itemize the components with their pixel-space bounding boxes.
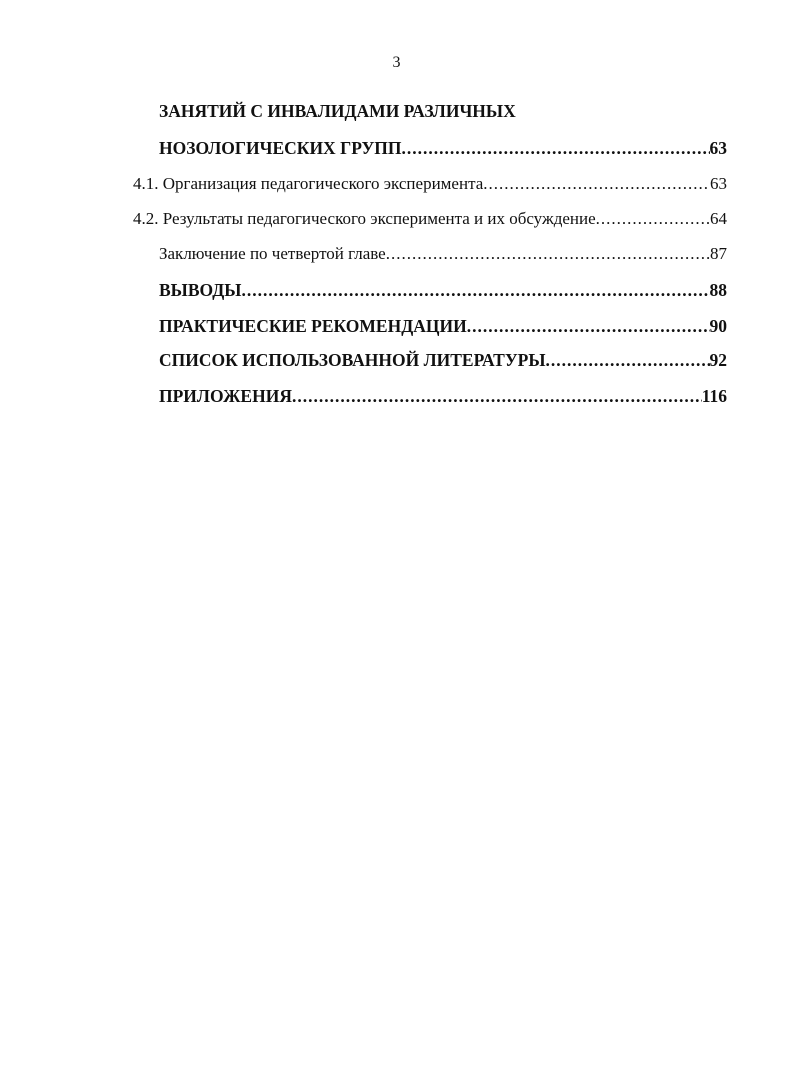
toc-section-4-1-text: 4.1. Организация педагогического эксперимента: [133, 174, 484, 193]
page-number: 3: [392, 54, 401, 71]
toc-leader-dots: [402, 136, 710, 160]
toc-section-4-2-text: 4.2. Результаты педагогического эксперимента и их обсуждение: [133, 209, 596, 228]
toc-section-4-1[interactable]: [133, 172, 727, 196]
toc-chapter4-title-line1: [159, 99, 719, 123]
toc-chapter4-conclusion[interactable]: [159, 242, 727, 266]
toc-conclusions-page: 88: [709, 280, 727, 300]
toc-leader-dots: [386, 242, 710, 266]
toc-section-4-2[interactable]: [133, 207, 727, 231]
toc-appendices-page: 116: [701, 386, 727, 406]
toc-chapter4-conclusion-page: 87: [710, 244, 727, 263]
toc-appendices-text: ПРИЛОЖЕНИЯ: [159, 386, 292, 406]
toc-chapter4-page: 63: [709, 138, 727, 158]
toc-chapter4-conclusion-text: Заключение по четвертой главе: [159, 244, 386, 263]
toc-section-4-1-page: 63: [710, 174, 727, 193]
toc-section-4-2-page: 64: [710, 209, 727, 228]
toc-leader-dots: [292, 384, 702, 408]
toc-chapter4-title-line2[interactable]: [159, 136, 727, 160]
toc-conclusions-text: ВЫВОДЫ: [159, 280, 242, 300]
toc-appendices[interactable]: [159, 384, 727, 408]
toc-bibliography[interactable]: [159, 348, 727, 372]
toc-leader-dots: [467, 314, 710, 338]
toc-bibliography-page: 92: [709, 350, 727, 370]
toc-leader-dots: [242, 278, 710, 302]
toc-recommendations[interactable]: [159, 314, 727, 338]
toc-recommendations-text: ПРАКТИЧЕСКИЕ РЕКОМЕНДАЦИИ: [159, 316, 467, 336]
toc-conclusions[interactable]: [159, 278, 727, 302]
toc-leader-dots: [546, 348, 710, 372]
toc-leader-dots: [483, 172, 710, 196]
toc-bibliography-text: СПИСОК ИСПОЛЬЗОВАННОЙ ЛИТЕРАТУРЫ: [159, 350, 546, 370]
toc-chapter4-title-line1-text: ЗАНЯТИЙ С ИНВАЛИДАМИ РАЗЛИЧНЫХ: [159, 101, 516, 121]
toc-chapter4-title-line2-text: НОЗОЛОГИЧЕСКИХ ГРУПП: [159, 138, 402, 158]
toc-recommendations-page: 90: [709, 316, 727, 336]
toc-leader-dots: [596, 207, 710, 231]
